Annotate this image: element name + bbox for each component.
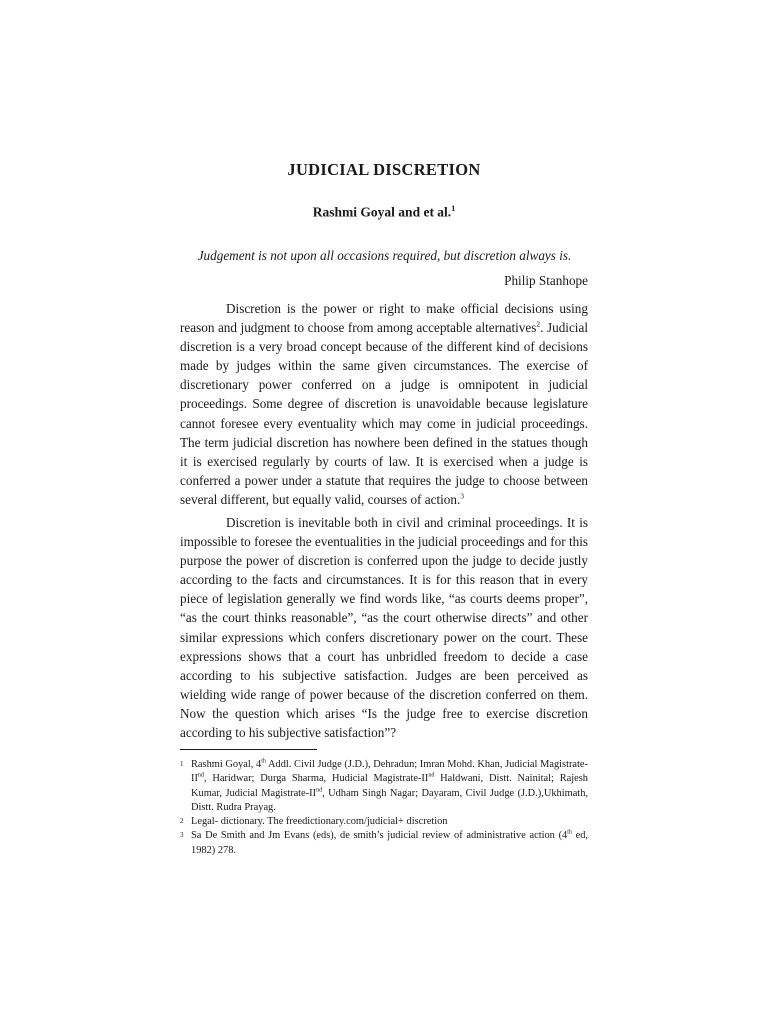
footnote-1-text-d: Haldwani, Distt. Nainital; Rajesh Kumar, Judicial Magistrate-II bbox=[191, 773, 588, 799]
footnote-2 bbox=[180, 815, 588, 829]
body-paragraph-1 bbox=[180, 299, 588, 509]
body-paragraph-2 bbox=[180, 513, 588, 742]
footnote-3-text-a: Sa De Smith and Jm Evans (eds), de smith’s judicial review of administrative action (4 bbox=[191, 830, 568, 842]
paragraph-1-text-b: . Judicial discretion is a very broad concept because of the different kind of decisions made by judges within the same given circumstances. The exercise of discretionary power conferred on a judge is omnipotent in judicial proceedings. Some degree of discretion is unavoidable because legislature cannot foresee every eventuality which may come in judicial proceedings. The term judicial discretion has nowhere been defined in the statues though it is exercised regularly by courts of law. It is exercised when a judge is conferred a power under a statute that requires the judge to choose between several different, but equally valid, courses of action. bbox=[180, 320, 588, 507]
author-name: Rashmi Goyal and et al. bbox=[312, 204, 452, 220]
footnote-divider bbox=[180, 749, 317, 750]
footnote-2-text: Legal- dictionary. The freedictionary.com/judicial+ discretion bbox=[191, 816, 448, 828]
footnote-ref-3: 3 bbox=[460, 491, 465, 501]
footnote-1-text-a: Rashmi Goyal, 4 bbox=[191, 759, 262, 770]
page-title: JUDICIAL DISCRETION bbox=[287, 160, 481, 179]
author-line bbox=[0, 204, 768, 221]
footnotes bbox=[180, 758, 588, 858]
footnote-3-number: 3 bbox=[180, 831, 184, 840]
epigraph-quote: Judgement is not upon all occasions required, but discretion always is. bbox=[197, 248, 572, 263]
footnote-1-text-b: Addl. Civil Judge (J.D.), Dehradun; Imran Mohd. Khan, Judicial Magistrate-II bbox=[191, 759, 588, 785]
footnote-3-sup: th bbox=[567, 830, 572, 837]
footnote-1-sup-c: nd bbox=[428, 772, 435, 779]
paragraph-1-text-a: Discretion is the power or right to make official decisions using reason and judgment to choose from among acceptable alternatives bbox=[180, 301, 588, 336]
footnote-ref-2: 2 bbox=[536, 319, 541, 329]
footnote-1-sup-a: th bbox=[261, 758, 266, 765]
epigraph-attribution: Philip Stanhope bbox=[504, 273, 588, 288]
footnote-1-text-c: , Haridwar; Durga Sharma, Hudicial Magistrate-II bbox=[203, 773, 429, 785]
paragraph-2-text: Discretion is inevitable both in civil and criminal proceedings. It is impossible to foresee the eventualities in the judicial proceedings and for this purpose the power of discretion is conferred upon the judge to decide justly according to the facts and circumstances. It is for this reason that in every piece of legislation generally we find words like, “as courts deems proper”, “as the court thinks reasonable”, “as the court otherwise directs” and other similar expressions which confers discretionary power on the court. These expressions shows that a court has unbridled freedom to decide a case according to his subjective satisfaction. Judges are been perceived as wielding wide range of power because of the discretion conferred on them. Now the question which arises “Is the judge free to exercise discretion according to his subjective satisfaction”? bbox=[180, 515, 588, 741]
footnote-3-text-b: ed, 1982) 278. bbox=[191, 830, 588, 856]
footnote-1-text-e: , Udham Singh Nagar; Dayaram, Civil Judge (J.D.),Ukhimath, Distt. Rudra Prayag. bbox=[191, 787, 588, 813]
footnote-1 bbox=[180, 758, 588, 815]
author-footnote-ref: 1 bbox=[451, 204, 456, 213]
footnote-3 bbox=[180, 829, 588, 858]
footnote-1-sup-d: nd bbox=[316, 787, 323, 794]
footnote-1-sup-b: nd bbox=[197, 772, 204, 779]
footnote-2-number: 2 bbox=[180, 817, 184, 826]
footnote-1-number: 1 bbox=[180, 760, 184, 768]
